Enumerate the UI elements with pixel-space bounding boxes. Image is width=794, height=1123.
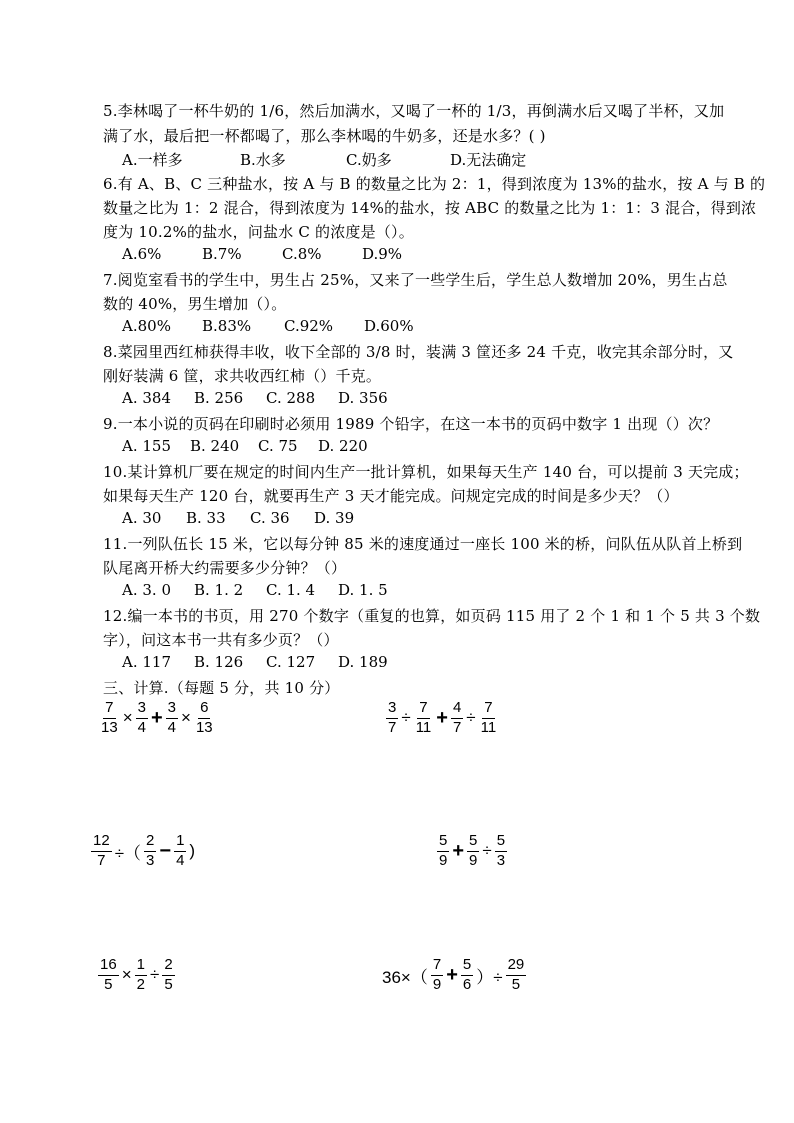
question-6-line-1: 6.有 A、B、C 三种盐水，按 A 与 B 的数量之比为 2：1，得到浓度为 13%的盐水，按 A 与 B 的 [103,175,766,193]
question-9-options [122,437,368,455]
calc-expression-5 [96,957,177,993]
fraction: $\frac{6}{13}$ [195,699,213,736]
fraction: $\frac{7}{11}$ [415,699,432,736]
operator: − [159,839,172,862]
question-5-line-2: 满了水，最后把一杯都喝了，那么李林喝的牛奶多，还是水多？( ) [103,127,546,145]
option-d[interactable]: D. 1. 5 [338,581,388,599]
fraction: $\frac{2}{3}$ [146,832,155,869]
fraction: $\frac{5}{6}$ [462,956,472,993]
question-11-line-2: 队尾离开桥大约需要多少分钟？（） [103,559,347,577]
question-8-line-2: 刚好装满 6 筐，求共收西红柿（）千克。 [103,367,382,385]
operator: × [181,708,191,727]
option-c[interactable]: C.92% [284,317,334,335]
question-11-line-1: 11.一列队伍长 15 米，它以每分钟 85 米的速度通过一座长 100 米的桥，问队伍从队首上桥到 [103,535,743,553]
operator: 36×（ [382,967,428,987]
question-11-options [122,581,388,599]
operator: ) [189,841,196,860]
option-b[interactable]: B. 126 [194,653,244,671]
option-a[interactable]: A.一样多 [122,151,183,169]
operator: + [150,706,163,729]
option-b[interactable]: B.水多 [240,151,286,169]
question-6-options [122,245,402,263]
question-8-line-1: 8.菜园里西红柿获得丰收，收下全部的 3/8 时，装满 3 筐还多 24 千克，收完其余部分时，又 [103,343,734,361]
operator: ÷ [401,708,411,727]
fraction: $\frac{1}{2}$ [136,956,145,993]
fraction: $\frac{3}{7}$ [388,699,397,736]
option-b[interactable]: B.7% [202,245,242,263]
option-a[interactable]: A. 30 [122,509,162,527]
question-8-options [122,389,388,407]
operator: × [121,965,132,984]
operator: ÷ [149,965,160,984]
option-d[interactable]: D. 39 [314,509,355,527]
option-a[interactable]: A.80% [122,317,171,335]
question-7-line-1: 7.阅览室看书的学生中，男生占 25%，又来了一些学生后，学生总人数增加 20%，男生占总 [103,271,728,289]
fraction: $\frac{3}{4}$ [167,699,176,736]
calc-expression-1 [97,700,217,736]
fraction: $\frac{7}{9}$ [432,956,442,993]
question-10-options [122,509,354,527]
option-c[interactable]: C. 36 [250,509,290,527]
question-12-options [122,653,388,671]
operator: ÷ [482,841,492,860]
question-5-line-1: 5.李林喝了一杯牛奶的 1/6，然后加满水，又喝了一杯的 1/3，再倒满水后又喝了半杯，又加 [103,102,725,120]
fraction: $\frac{7}{11}$ [480,699,497,736]
option-a[interactable]: A. 3. 0 [122,581,171,599]
option-b[interactable]: B. 240 [190,437,240,455]
fraction: $\frac{3}{4}$ [137,699,146,736]
option-a[interactable]: A. 117 [122,653,171,671]
question-5-options [122,149,526,170]
calc-expression-6 [381,957,528,993]
fraction: $\frac{7}{13}$ [101,699,118,736]
fraction: $\frac{2}{5}$ [164,956,173,993]
option-c[interactable]: C. 127 [266,653,316,671]
question-10-line-1: 10.某计算机厂要在规定的时间内生产一批计算机，如果每天生产 140 台，可以提前 3 天完成； [103,463,749,481]
question-12-line-1: 12.编一本书的书页，用 270 个数字（重复的也算，如页码 115 用了 2 个 1 和 1 个 5 共 3 个数 [103,607,761,625]
operator: + [436,706,448,729]
question-9-line-1: 9.一本小说的页码在印刷时必须用 1989 个铅字，在这一本书的页码中数字 1 出现（）次？ [103,415,719,433]
option-a[interactable]: A. 155 [122,437,171,455]
fraction: $\frac{16}{5}$ [100,956,117,993]
question-10-line-2: 如果每天生产 120 台，就要再生产 3 天才能完成。问规定完成的时间是多少天？（） [103,487,679,505]
operator: + [452,839,465,862]
option-b[interactable]: B.83% [202,317,252,335]
question-6-line-2: 数量之比为 1：2 混合，得到浓度为 14%的盐水，按 ABC 的数量之比为 1：1：3 混合，得到浓 [103,199,757,217]
fraction: $\frac{5}{9}$ [439,832,448,869]
option-c[interactable]: C. 75 [258,437,298,455]
option-b[interactable]: B. 256 [194,389,244,407]
option-d[interactable]: D. 356 [338,389,388,407]
fraction: $\frac{1}{4}$ [176,832,185,869]
option-d[interactable]: D. 189 [338,653,388,671]
calc-expression-2 [384,700,500,736]
fraction: $\frac{5}{9}$ [469,832,478,869]
operator: ）÷ [476,967,503,987]
option-d[interactable]: D.9% [362,245,403,263]
option-d[interactable]: D.无法确定 [450,151,527,169]
option-d[interactable]: D.60% [364,317,414,335]
fraction: $\frac{12}{7}$ [93,832,110,869]
question-7-line-2: 数的 40%，男生增加（）。 [103,295,287,313]
option-c[interactable]: C.奶多 [346,151,392,169]
operator: + [446,963,458,986]
option-c[interactable]: C.8% [282,245,322,263]
fraction: $\frac{29}{5}$ [507,956,525,993]
option-c[interactable]: C. 288 [266,389,316,407]
operator: ÷（ [114,843,142,863]
option-c[interactable]: C. 1. 4 [266,581,316,599]
option-d[interactable]: D. 220 [318,437,368,455]
option-a[interactable]: A. 384 [122,389,171,407]
option-b[interactable]: B. 1. 2 [194,581,244,599]
operator: ÷ [466,708,476,727]
section-title: 三、计算.（每题 5 分，共 10 分） [103,679,340,697]
calc-expression-4 [435,833,509,869]
option-a[interactable]: A.6% [122,245,162,263]
question-6-line-3: 度为 10.2%的盐水，问盐水 C 的浓度是（）。 [103,223,414,241]
calc-expression-3 [89,833,196,869]
fraction: $\frac{5}{3}$ [496,832,506,869]
fraction: $\frac{4}{7}$ [452,699,462,736]
operator: × [122,708,133,727]
question-7-options [122,317,414,335]
option-b[interactable]: B. 33 [186,509,226,527]
question-12-line-2: 字），问这本书一共有多少页？（） [103,631,339,649]
